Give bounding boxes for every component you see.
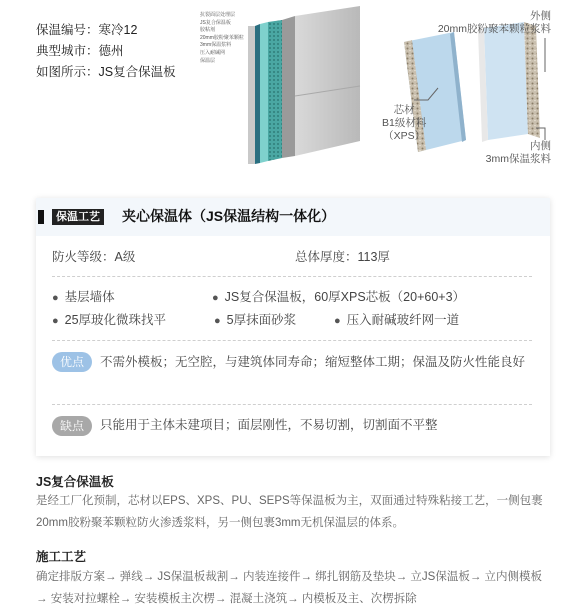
process-tag: 保温工艺 xyxy=(52,209,104,225)
typical-city: 典型城市：德州 xyxy=(36,44,124,58)
layer-item: ● 基层墙体 xyxy=(52,288,115,307)
wall-tag: 3mm保温浆料 xyxy=(200,42,232,49)
divider xyxy=(52,276,532,277)
divider xyxy=(52,404,532,405)
card-title: 夹心保温体（JS保温结构一体化） xyxy=(122,208,336,224)
cons-text: 只能用于主体未建项目；面层刚性，不易切割，切割面不平整 xyxy=(100,418,438,432)
pros-badge: 优点 xyxy=(52,352,92,372)
fire-rating: 防火等级：A级 xyxy=(52,250,136,264)
wall-tag: 20mm胶粉聚苯颗粒 xyxy=(200,34,244,41)
inner-layer-label: 内侧 3mm保温浆料 xyxy=(485,140,551,165)
layer-item: ● JS复合保温板，60厚XPS芯板（20+60+3） xyxy=(212,288,465,307)
wall-tag: 抗裂面层处理层 xyxy=(200,12,236,18)
divider xyxy=(52,340,532,341)
layer-item: ● 压入耐碱玻纤网一道 xyxy=(334,311,459,330)
pros-text: 不需外模板；无空腔，与建筑体同寿命；缩短整体工期；保温及防火性能良好 xyxy=(100,355,526,369)
js-board-description: 是经工厂化预制，芯材以EPS、XPS、PU、SEPS等保温板为主，双面通过特殊粘接工艺，一侧包裹20mm胶粉聚苯颗粒防火渗透浆料，另一侧包裹3mm无机保温层的体系。 xyxy=(36,495,543,529)
total-thickness: 总体厚度：113厚 xyxy=(295,250,390,264)
core-material-label: 芯材 B1级材料 （XPS） xyxy=(382,104,427,142)
section-title-construction: 施工工艺 xyxy=(36,550,87,564)
wall-tag: JS复合保温板 xyxy=(200,19,231,26)
insulation-code: 保温编号：寒冷12 xyxy=(36,23,138,37)
card-header xyxy=(36,198,550,236)
layer-item: ● 5厚抹面砂浆 xyxy=(214,311,296,330)
section-title-js-board: JS复合保温板 xyxy=(36,475,114,489)
layer-item: ● 25厚玻化微珠找平 xyxy=(52,311,166,330)
wall-tag: 胶粘剂 xyxy=(200,27,216,34)
figure-caption: 如图所示：JS复合保温板 xyxy=(36,65,176,79)
construction-steps: 确定排版方案→ 弹线→ JS保温板裁割→ 内装连接件→ 绑扎钢筋及垫块→ 立JS保温板→ 立内侧模板→ 安装对拉螺栓→ 安装模板主次楞→ 混凝土浇筑→ 内模板及主、次楞拆除 xyxy=(36,571,543,605)
process-card xyxy=(36,198,550,456)
wall-layer-tags xyxy=(200,12,244,65)
project-info xyxy=(36,20,176,83)
header-accent-bar xyxy=(38,210,44,224)
outer-layer-label: 外侧 20mm胶粉聚苯颗粒浆料 xyxy=(437,10,551,35)
wall-tag: 压入耐碱网 xyxy=(200,49,226,56)
wall-tag: 保温层 xyxy=(200,57,216,64)
cons-badge: 缺点 xyxy=(52,416,92,436)
